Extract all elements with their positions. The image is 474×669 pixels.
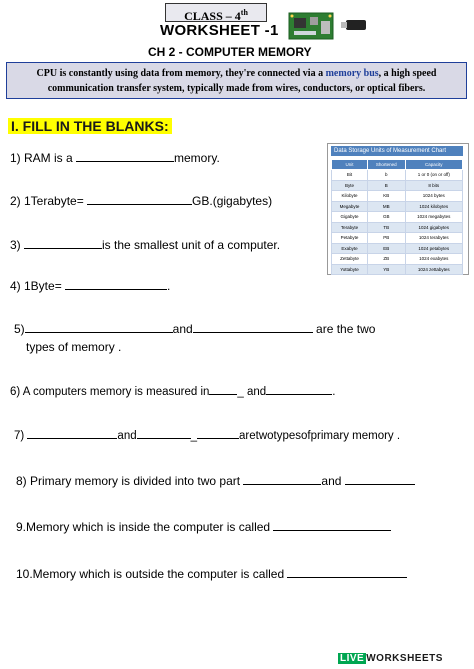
question-3 — [10, 238, 280, 252]
question-1 — [10, 151, 220, 165]
q7-blank-3[interactable] — [197, 428, 239, 439]
table-cell: Gigabyte — [332, 212, 368, 223]
table-header: Unit — [332, 160, 368, 170]
class-label: CLASS – 4 — [184, 9, 241, 23]
q7-text-c: _ — [190, 430, 198, 442]
q10-blank[interactable] — [287, 567, 407, 578]
storage-units-chart — [327, 143, 469, 275]
q8-blank-1[interactable] — [243, 474, 321, 485]
table-row — [332, 191, 463, 202]
table-cell: 1024 bytes — [405, 191, 462, 202]
q1-text-a: 1) RAM is a — [10, 151, 77, 165]
q2-blank[interactable] — [87, 194, 192, 205]
table-cell: TB — [368, 222, 406, 233]
table-cell: Megabyte — [332, 201, 368, 212]
q4-text-a: 4) 1Byte= — [10, 279, 66, 293]
table-cell: 1024 exabytes — [405, 254, 462, 265]
q2-text-b: GB.(gigabytes) — [192, 194, 273, 208]
intro-text-1: CPU is constantly using data from memory, they're connected via a — [36, 68, 326, 79]
usb-drive-image — [340, 18, 368, 32]
table-cell: GB — [368, 212, 406, 223]
table-cell: Yottabyte — [332, 264, 368, 275]
q2-text-a: 2) 1Terabyte= — [10, 194, 88, 208]
q7-text-d: aretwotypesofprimary memory . — [239, 430, 401, 442]
q6-text-c: . — [332, 386, 336, 398]
q7-blank-1[interactable] — [27, 428, 117, 439]
table-cell: 1024 terabytes — [405, 233, 462, 244]
q1-blank[interactable] — [76, 151, 174, 162]
table-cell: Terabyte — [332, 222, 368, 233]
q9-blank[interactable] — [273, 520, 391, 531]
table-cell: 1024 zettabytes — [405, 264, 462, 275]
question-4 — [10, 279, 170, 293]
table-cell: Zettabyte — [332, 254, 368, 265]
q5-text-b: and — [172, 322, 193, 336]
table-cell: 1 or 0 (on or off) — [405, 170, 462, 181]
table-row — [332, 212, 463, 223]
table-cell: Bit — [332, 170, 368, 181]
table-row — [332, 233, 463, 244]
table-cell: 1024 petabytes — [405, 243, 462, 254]
table-row — [332, 180, 463, 191]
question-9 — [16, 520, 391, 534]
question-8 — [16, 474, 415, 488]
table-header-row — [332, 160, 463, 170]
q9-text-a: 9.Memory which is inside the computer is called — [16, 520, 274, 534]
table-row — [332, 254, 463, 265]
table-row — [332, 264, 463, 275]
table-cell: B — [368, 180, 406, 191]
class-label-sup: th — [240, 8, 248, 17]
q5-text-a: 5) — [14, 322, 25, 336]
q6-text-a: 6) A computers memory is measured in — [10, 386, 210, 398]
table-row — [332, 201, 463, 212]
table-cell: YB — [368, 264, 406, 275]
worksheet-subtitle: CH 2 - COMPUTER MEMORY — [148, 45, 312, 59]
worksheet-title: WORKSHEET -1 — [160, 22, 279, 39]
table-cell: Exabyte — [332, 243, 368, 254]
q5-text-c: are the two — [312, 322, 376, 336]
q5-blank-1[interactable] — [25, 322, 173, 333]
q3-text-a: 3) — [10, 238, 25, 252]
section-title: I. FILL IN THE BLANKS: — [8, 118, 172, 134]
q3-text-b: is the smallest unit of a computer. — [102, 238, 281, 252]
table-cell: Byte — [332, 180, 368, 191]
q6-text-b: _ and — [237, 386, 267, 398]
table-cell: Petabyte — [332, 233, 368, 244]
question-5 — [14, 322, 375, 336]
question-6 — [10, 384, 335, 398]
q4-blank[interactable] — [65, 279, 167, 290]
table-row — [332, 222, 463, 233]
table-cell: ZB — [368, 254, 406, 265]
question-5-line-2: types of memory . — [26, 340, 122, 354]
q7-text-b: and — [117, 430, 137, 442]
table-row — [332, 170, 463, 181]
table-cell: 1024 gigabytes — [405, 222, 462, 233]
table-header: Shortened — [368, 160, 406, 170]
logo-live: LIVE — [340, 653, 365, 664]
table-cell: 8 bits — [405, 180, 462, 191]
q8-text-a: 8) Primary memory is divided into two part — [16, 474, 244, 488]
table-cell: 1024 megabytes — [405, 212, 462, 223]
table-cell: MB — [368, 201, 406, 212]
intro-text-2: , a high speed communication transfer system, typically made from wires, conductors, or optical fibers. — [47, 68, 437, 94]
q8-blank-2[interactable] — [345, 474, 415, 485]
table-header: Capacity — [405, 160, 462, 170]
q4-text-b: . — [167, 279, 171, 293]
class-label-box — [165, 3, 267, 22]
question-7 — [14, 428, 400, 442]
q7-blank-2[interactable] — [137, 428, 191, 439]
intro-highlight: memory bus — [325, 68, 379, 79]
table-cell: Kilobyte — [332, 191, 368, 202]
q6-blank-2[interactable] — [266, 384, 332, 395]
q6-blank-1[interactable] — [209, 384, 237, 395]
question-2 — [10, 194, 272, 208]
table-cell: KB — [368, 191, 406, 202]
table-cell: 1024 kilobytes — [405, 201, 462, 212]
q7-text-a: 7) — [14, 430, 28, 442]
question-10 — [16, 567, 407, 581]
table-cell: EB — [368, 243, 406, 254]
table-row — [332, 243, 463, 254]
q5-blank-2[interactable] — [193, 322, 313, 333]
logo-worksheets: WORKSHEETS — [366, 653, 443, 664]
circuit-board-image — [288, 11, 334, 41]
liveworksheets-logo — [338, 653, 443, 664]
storage-units-table — [331, 159, 463, 275]
intro-box — [6, 62, 467, 99]
q10-text-a: 10.Memory which is outside the computer is called — [16, 567, 288, 581]
table-cell: b — [368, 170, 406, 181]
table-cell: PB — [368, 233, 406, 244]
q8-text-b: and — [321, 474, 345, 488]
q3-blank[interactable] — [24, 238, 102, 249]
chart-title: Data Storage Units of Measurement Chart — [331, 146, 463, 156]
q1-text-b: memory. — [174, 151, 220, 165]
